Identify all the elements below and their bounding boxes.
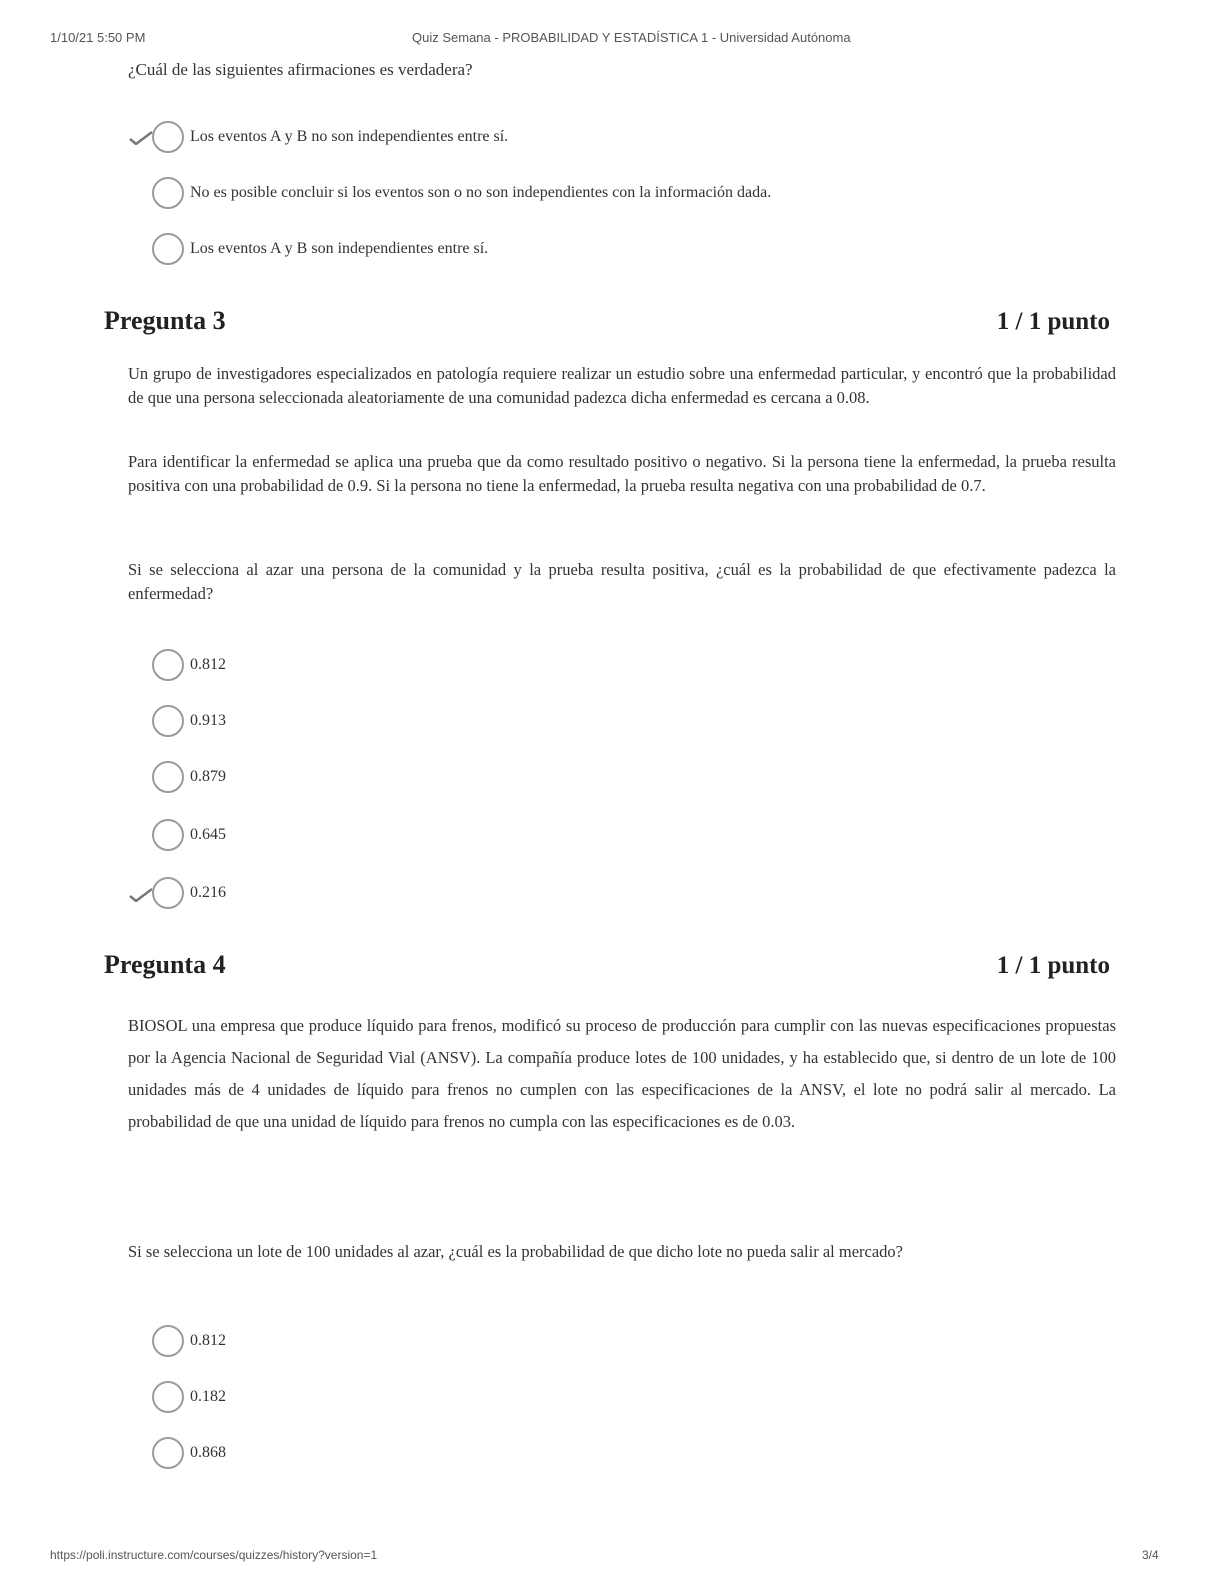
- print-datetime: 1/10/21 5:50 PM: [50, 30, 146, 45]
- q4-option-3[interactable]: [152, 1436, 226, 1470]
- print-page-number: 3/4: [1142, 1548, 1159, 1562]
- option-label: 0.216: [190, 884, 226, 901]
- q3-option-4[interactable]: [152, 818, 226, 852]
- correct-answer-check-icon: [128, 888, 154, 902]
- q3-option-3[interactable]: [152, 760, 226, 794]
- print-url: https://poli.instructure.com/courses/quizzes/history?version=1: [50, 1548, 378, 1562]
- question-4-paragraph-1: BIOSOL una empresa que produce líquido para frenos, modificó su proceso de producción para cumplir con las nuevas especificaciones propuestas por la Agencia Nacional de Seguridad Vial (ANSV). La compañía produce lotes de 100 unidades, y ha establecido que, si dentro de un lote de 100 unidades más de 4 unidades de líquido para frenos no cumplen con las especificaciones de la ANSV, el lote no podrá salir al mercado. La probabilidad de que una unidad de líquido para frenos no cumpla con las especificaciones es de 0.03.: [128, 1016, 1116, 1131]
- option-label: 0.812: [190, 656, 226, 673]
- option-label: 0.812: [190, 1332, 226, 1349]
- q3-option-1[interactable]: [152, 648, 226, 682]
- q2-option-1[interactable]: [152, 120, 508, 154]
- radio-button[interactable]: [152, 233, 184, 265]
- question-3-paragraph-3: Si se selecciona al azar una persona de la comunidad y la prueba resulta positiva, ¿cuál es la probabilidad de que efectivamente padezca la enfermedad?: [128, 560, 1116, 603]
- question-points: 1 / 1 punto: [996, 308, 1110, 335]
- option-label: 0.868: [190, 1444, 226, 1461]
- question-title: Pregunta 4: [104, 950, 226, 979]
- option-label: Los eventos A y B no son independientes entre sí.: [190, 128, 509, 145]
- radio-button[interactable]: [152, 1381, 184, 1413]
- radio-button[interactable]: [152, 1325, 184, 1357]
- question-4-paragraph-2: Si se selecciona un lote de 100 unidades al azar, ¿cuál es la probabilidad de que dicho lote no pueda salir al mercado?: [128, 1242, 904, 1261]
- option-label: 0.879: [190, 768, 226, 785]
- radio-button[interactable]: [152, 705, 184, 737]
- radio-button[interactable]: [152, 877, 184, 909]
- question-points: 1 / 1 punto: [996, 952, 1110, 979]
- radio-button[interactable]: [152, 177, 184, 209]
- option-label: 0.645: [190, 826, 226, 843]
- radio-button[interactable]: [152, 1437, 184, 1469]
- q2-option-2[interactable]: [152, 176, 771, 210]
- radio-button[interactable]: [152, 649, 184, 681]
- question-3-paragraph-1: Un grupo de investigadores especializados en patología requiere realizar un estudio sobre una enfermedad particular, y encontró que la probabilidad de que una persona seleccionada aleatoriamente de una comunidad padezca dicha enfermedad es cercana a 0.08.: [128, 364, 1116, 407]
- question-3-paragraph-2: Para identificar la enfermedad se aplica una prueba que da como resultado positivo o negativo. Si la persona tiene la enfermedad, la prueba resulta positiva con una probabilidad de 0.9. Si la persona no tiene la enfermedad, la prueba resulta negativa con una probabilidad de 0.7.: [128, 452, 1116, 495]
- option-label: No es posible concluir si los eventos son o no son independientes con la información dada.: [190, 184, 772, 201]
- q2-option-3[interactable]: [152, 232, 488, 266]
- q4-option-2[interactable]: [152, 1380, 226, 1414]
- radio-button[interactable]: [152, 121, 184, 153]
- question-4-header: [104, 950, 1110, 980]
- correct-answer-check-icon: [128, 131, 154, 145]
- option-label: 0.913: [190, 712, 226, 729]
- q3-option-2[interactable]: [152, 704, 226, 738]
- option-label: 0.182: [190, 1388, 226, 1405]
- question-2-prompt: ¿Cuál de las siguientes afirmaciones es verdadera?: [128, 60, 473, 79]
- radio-button[interactable]: [152, 761, 184, 793]
- q3-option-5[interactable]: [152, 876, 226, 910]
- option-label: Los eventos A y B son independientes entre sí.: [190, 240, 489, 257]
- question-3-header: [104, 306, 1110, 336]
- question-title: Pregunta 3: [104, 306, 226, 335]
- radio-button[interactable]: [152, 819, 184, 851]
- print-page-title: Quiz Semana - PROBABILIDAD Y ESTADÍSTICA 1 - Universidad Autónoma: [412, 30, 851, 45]
- q4-option-1[interactable]: [152, 1324, 226, 1358]
